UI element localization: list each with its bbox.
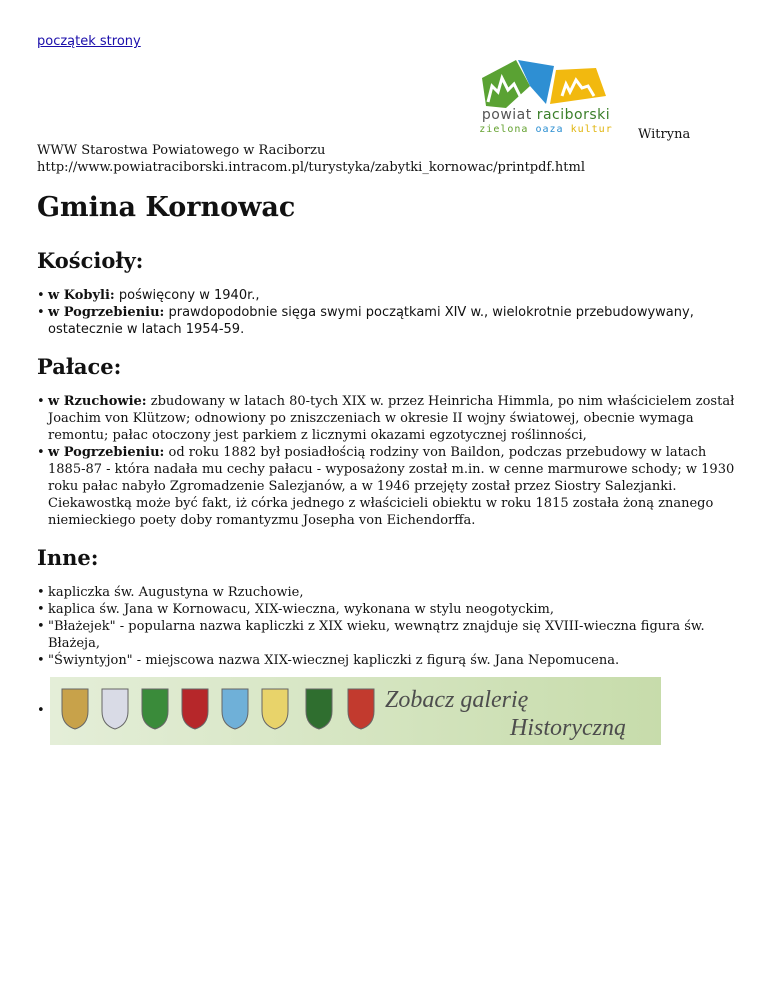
section-heading-palace: Pałace: (37, 354, 122, 379)
palace-list (37, 393, 737, 529)
inne-list (37, 584, 737, 669)
item-label: w Rzuchowie: (48, 394, 147, 409)
item-label: w Pogrzebieniu: (48, 305, 165, 320)
logo-word-powiat: powiat (481, 107, 532, 123)
list-item (37, 304, 737, 338)
banner-line1: Zobacz galerię (385, 687, 529, 713)
item-label: w Kobyli: (48, 288, 115, 303)
item-label: w Pogrzebieniu: (48, 445, 165, 460)
logo-tag-kultur: kultur (570, 124, 613, 135)
site-name: WWW Starostwa Powiatowego w Raciborzu (37, 143, 326, 158)
page-title: Gmina Kornowac (37, 192, 296, 223)
list-item: • kapliczka św. Augustyna w Rzuchowie, (37, 584, 737, 601)
list-item: • kaplica św. Jana w Kornowacu, XIX-wieczna, wykonana w stylu neogotyckim, (37, 601, 737, 618)
historical-gallery-banner[interactable] (50, 677, 661, 745)
list-item (37, 444, 737, 529)
witryna-label: Witryna (638, 127, 691, 142)
top-of-page-link[interactable]: początek strony (37, 34, 141, 49)
list-item: • "Świyntyjon" - miejscowa nazwa XIX-wiecznej kapliczki z figurą św. Jana Nepomucena. (37, 652, 737, 669)
logo-wordmark (476, 107, 616, 123)
logo-tagline (476, 124, 616, 135)
logo-tag-zielona: zielona (479, 124, 529, 135)
item-text: zbudowany w latach 80-tych XIX w. przez Heinricha Himmla, po nim właścicielem został Joachim von Klützow; odnowiony po zniszczeniach w okresie II wojny światowej, obecnie wymaga remontu; pałac otoczony jest parkiem z licznymi okazami egzotycznej roślinności, (48, 394, 735, 443)
list-item (37, 287, 737, 304)
page-url: http://www.powiatraciborski.intracom.pl/turystyka/zabytki_kornowac/printpdf.html (37, 160, 585, 175)
item-text: od roku 1882 był posiadłością rodziny von Baildon, podczas przebudowy w latach 1885-87 - która nadała mu cechy pałacu - wyposażony został m.in. w cenne marmurowe schody; w 1930 roku pałac nabyło Zgromadzenie Salezjanów, a w 1946 przejęty został przez Siostry Salezjanki. Ciekawostką może być fakt, iż córka jednego z właścicieli obiektu w roku 1815 została żoną znanego niemieckiego poety doby romantyzmu Josepha von Eichendorffa. (48, 445, 735, 528)
section-heading-koscioly: Kościoły: (37, 248, 144, 273)
banner-line2: Historyczną (510, 715, 626, 741)
logo-word-raciborski: raciborski (536, 107, 611, 123)
bullet-marker: • (37, 703, 45, 718)
list-item: • "Błażejek" - popularna nazwa kapliczki z XIX wieku, wewnątrz znajduje się XVIII-wieczna figura św. Błażeja, (37, 618, 737, 652)
koscioly-list (37, 287, 737, 338)
logo-tag-oaza: oaza (535, 124, 564, 135)
section-heading-inne: Inne: (37, 545, 99, 570)
item-text: prawdopodobnie sięga swymi początkami XIV w., wielokrotnie przebudowywany, ostatecznie w latach 1954-59. (48, 305, 694, 337)
list-item (37, 393, 737, 444)
item-text: poświęcony w 1940r., (114, 288, 260, 303)
